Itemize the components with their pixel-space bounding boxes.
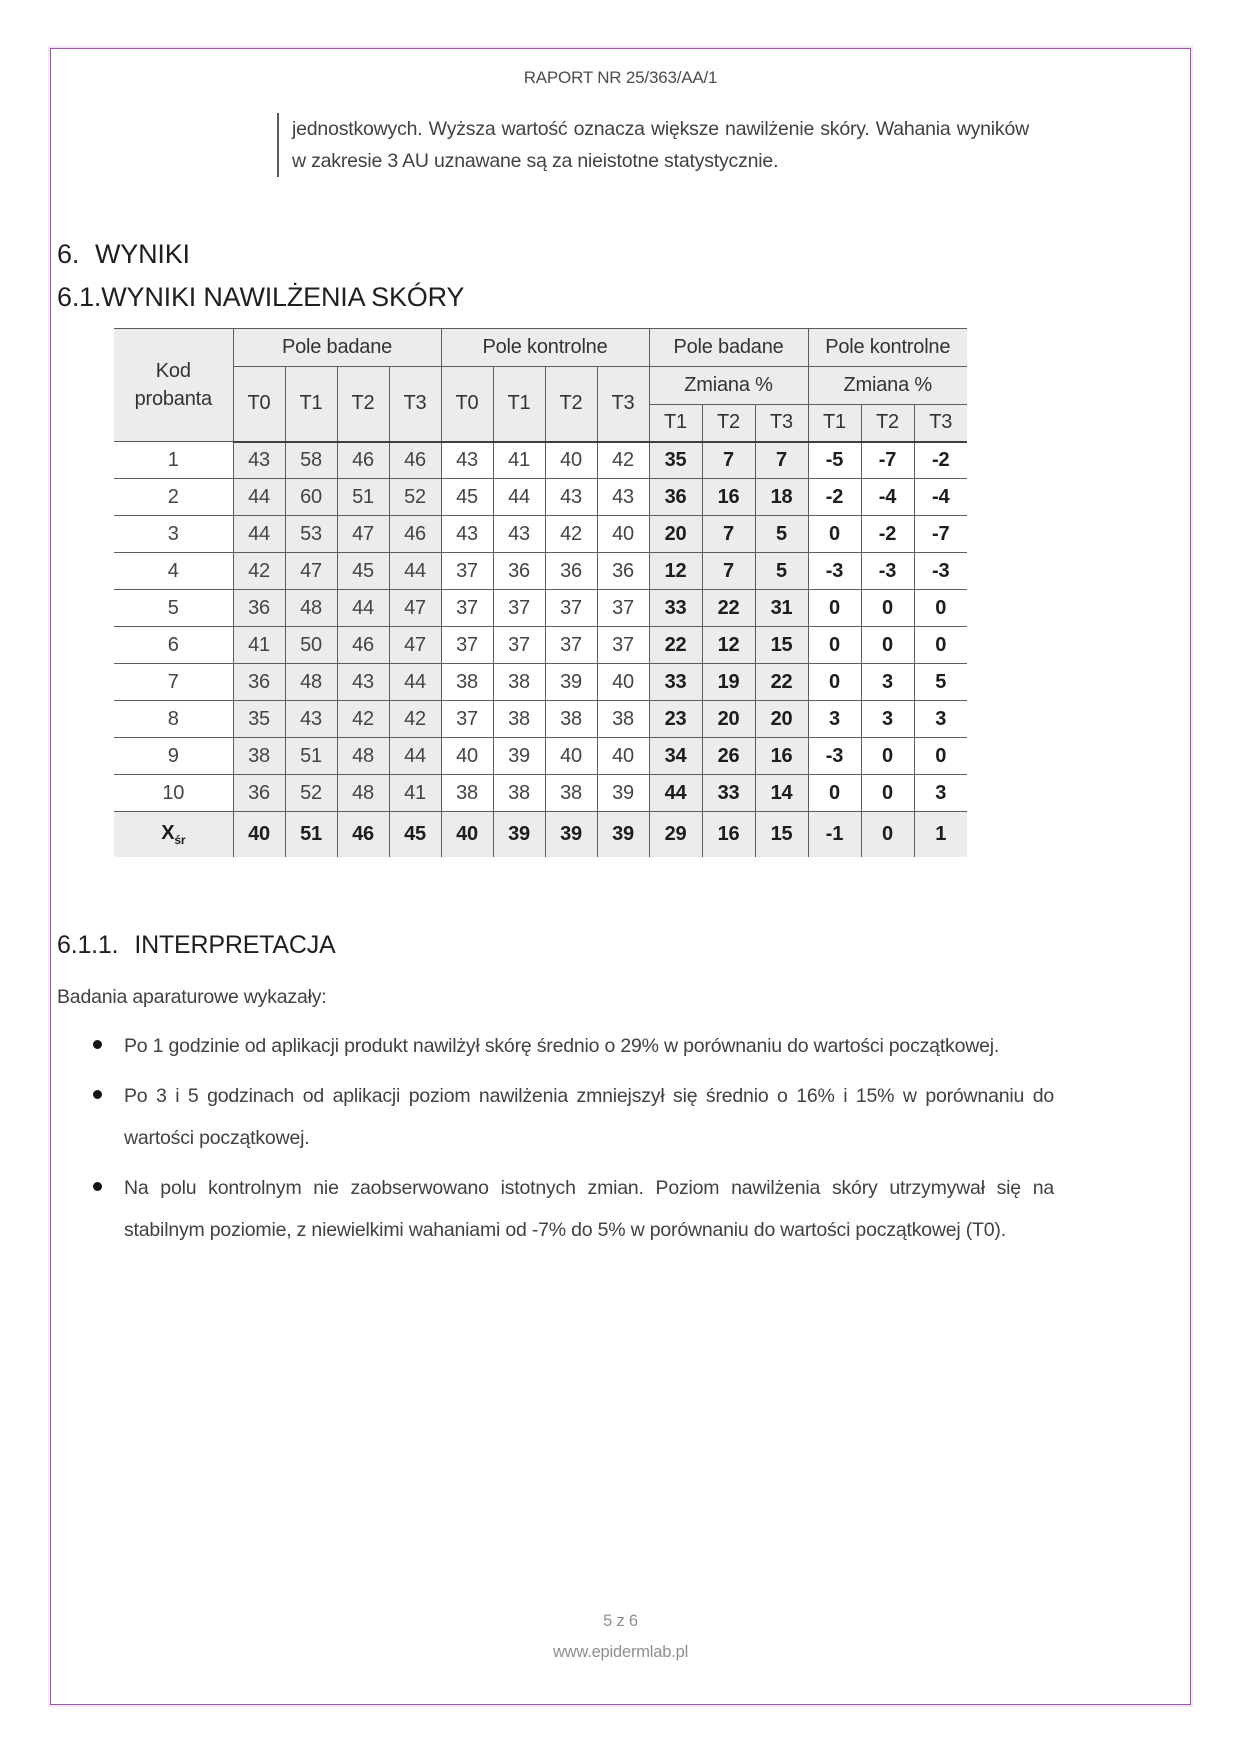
table-cell: 0 <box>914 590 967 627</box>
table-cell: 44 <box>649 775 702 812</box>
table-cell: 33 <box>649 590 702 627</box>
subsection-heading-nawilzenie <box>57 282 1190 313</box>
table-cell: 41 <box>233 627 285 664</box>
table-cell: 39 <box>545 664 597 701</box>
interpretation-title: INTERPRETACJA <box>134 930 336 959</box>
table-cell: 40 <box>233 812 285 857</box>
table-cell: 36 <box>649 479 702 516</box>
table-cell: -3 <box>808 738 861 775</box>
website-url: www.epidermlab.pl <box>552 1643 689 1661</box>
table-cell: 40 <box>545 442 597 479</box>
table-cell: 38 <box>493 775 545 812</box>
proband-code-cell: 10 <box>114 775 233 812</box>
table-cell: 44 <box>389 553 441 590</box>
table-cell: 48 <box>285 664 337 701</box>
table-cell: 22 <box>702 590 755 627</box>
table-cell: -1 <box>808 812 861 857</box>
table-cell: 48 <box>285 590 337 627</box>
table-cell: 45 <box>441 479 493 516</box>
bullet-icon <box>93 1182 102 1191</box>
table-cell: 38 <box>233 738 285 775</box>
table-cell: 16 <box>755 738 808 775</box>
table-cell: 36 <box>233 590 285 627</box>
table-cell: 47 <box>337 516 389 553</box>
interpretation-bullet-list <box>89 1025 1054 1251</box>
col-header-zmiana-t2: T2 <box>702 405 755 442</box>
table-cell: -3 <box>861 553 914 590</box>
table-cell: 7 <box>702 516 755 553</box>
table-cell: 29 <box>649 812 702 857</box>
results-table-wrapper <box>114 328 1190 857</box>
group-header-pole-kontrolne-zmiana: Pole kontrolne <box>808 329 967 367</box>
table-row <box>114 442 967 479</box>
table-cell: 0 <box>861 812 914 857</box>
table-cell: 46 <box>337 442 389 479</box>
proband-code-cell: 7 <box>114 664 233 701</box>
table-cell: 36 <box>597 553 649 590</box>
table-cell: 47 <box>389 627 441 664</box>
bullet-text: Po 1 godzinie od aplikacji produkt nawilżył skórę średnio o 29% w porównaniu do wartości początkowej. <box>124 1034 1000 1057</box>
table-cell: 44 <box>389 738 441 775</box>
table-cell: 37 <box>493 590 545 627</box>
table-cell: 43 <box>493 516 545 553</box>
table-cell: 38 <box>493 664 545 701</box>
table-cell: 39 <box>493 738 545 775</box>
table-cell: -7 <box>914 516 967 553</box>
table-row <box>114 590 967 627</box>
table-cell: 0 <box>861 590 914 627</box>
table-cell: 60 <box>285 479 337 516</box>
table-row-mean <box>114 812 967 857</box>
table-cell: 3 <box>914 775 967 812</box>
table-cell: 44 <box>337 590 389 627</box>
table-cell: 3 <box>861 664 914 701</box>
table-cell: 41 <box>389 775 441 812</box>
table-cell: 35 <box>233 701 285 738</box>
table-row <box>114 738 967 775</box>
table-cell: 37 <box>441 627 493 664</box>
table-row <box>114 701 967 738</box>
table-cell: 47 <box>285 553 337 590</box>
bullet-item <box>89 1167 1054 1251</box>
section-title: WYNIKI <box>95 239 190 269</box>
table-cell: 0 <box>808 627 861 664</box>
table-row <box>114 664 967 701</box>
table-cell: 48 <box>337 775 389 812</box>
table-cell: 38 <box>493 701 545 738</box>
table-cell: 39 <box>545 812 597 857</box>
table-cell: 48 <box>337 738 389 775</box>
table-cell: 39 <box>597 775 649 812</box>
col-header-t3: T3 <box>597 367 649 442</box>
table-cell: 26 <box>702 738 755 775</box>
subsection-title: WYNIKI NAWILŻENIA SKÓRY <box>101 282 465 312</box>
table-cell: 42 <box>233 553 285 590</box>
page-footer <box>51 1606 1190 1668</box>
table-cell: 37 <box>597 590 649 627</box>
section-heading-wyniki <box>57 239 1190 270</box>
table-cell: -3 <box>808 553 861 590</box>
table-cell: 33 <box>702 775 755 812</box>
table-cell: 37 <box>441 590 493 627</box>
table-cell: 19 <box>702 664 755 701</box>
table-cell: 51 <box>285 738 337 775</box>
table-cell: 40 <box>545 738 597 775</box>
proband-code-cell: 5 <box>114 590 233 627</box>
col-header-zmiana-t1: T1 <box>808 405 861 442</box>
table-cell: 0 <box>808 590 861 627</box>
table-cell: 23 <box>649 701 702 738</box>
col-header-kod: Kod probanta <box>114 329 233 442</box>
table-cell: -3 <box>914 553 967 590</box>
table-cell: 7 <box>755 442 808 479</box>
table-cell: -2 <box>808 479 861 516</box>
table-cell: -5 <box>808 442 861 479</box>
table-cell: 46 <box>389 516 441 553</box>
table-cell: 51 <box>337 479 389 516</box>
col-header-t2: T2 <box>337 367 389 442</box>
table-cell: 37 <box>441 553 493 590</box>
report-page <box>50 48 1191 1705</box>
table-cell: 42 <box>545 516 597 553</box>
table-cell: -2 <box>914 442 967 479</box>
table-cell: 51 <box>285 812 337 857</box>
table-cell: 0 <box>914 627 967 664</box>
table-cell: 42 <box>597 442 649 479</box>
table-row <box>114 553 967 590</box>
table-row <box>114 775 967 812</box>
table-cell: 43 <box>233 442 285 479</box>
table-cell: 46 <box>337 627 389 664</box>
table-cell: 38 <box>597 701 649 738</box>
table-cell: 3 <box>914 701 967 738</box>
col-header-t1: T1 <box>285 367 337 442</box>
table-cell: 44 <box>233 516 285 553</box>
col-header-zmiana-t2: T2 <box>861 405 914 442</box>
table-cell: 15 <box>755 627 808 664</box>
proband-code-cell: $X_{śr}$ <box>114 812 233 857</box>
table-cell: 0 <box>861 738 914 775</box>
table-cell: 31 <box>755 590 808 627</box>
col-header-t3: T3 <box>389 367 441 442</box>
table-cell: 40 <box>597 516 649 553</box>
table-cell: 5 <box>914 664 967 701</box>
interpretation-intro: Badania aparaturowe wykazały: <box>57 985 327 1008</box>
table-cell: 37 <box>545 627 597 664</box>
table-cell: 38 <box>545 701 597 738</box>
table-cell: 42 <box>389 701 441 738</box>
table-cell: 18 <box>755 479 808 516</box>
table-cell: 12 <box>702 627 755 664</box>
table-cell: 3 <box>808 701 861 738</box>
group-header-pole-kontrolne: Pole kontrolne <box>441 329 649 367</box>
table-cell: 20 <box>702 701 755 738</box>
table-cell: 0 <box>861 775 914 812</box>
table-cell: 0 <box>808 664 861 701</box>
bullet-icon <box>93 1090 102 1099</box>
col-header-zmiana-t3: T3 <box>914 405 967 442</box>
table-cell: 40 <box>597 738 649 775</box>
table-cell: 36 <box>493 553 545 590</box>
table-cell: 39 <box>493 812 545 857</box>
table-cell: 41 <box>493 442 545 479</box>
proband-code-cell: 8 <box>114 701 233 738</box>
table-cell: 12 <box>649 553 702 590</box>
table-cell: 40 <box>441 812 493 857</box>
table-cell: 47 <box>389 590 441 627</box>
table-cell: 39 <box>597 812 649 857</box>
table-cell: 43 <box>285 701 337 738</box>
table-cell: 52 <box>389 479 441 516</box>
table-row <box>114 516 967 553</box>
table-cell: 50 <box>285 627 337 664</box>
table-cell: 5 <box>755 516 808 553</box>
col-header-zmiana-t1: T1 <box>649 405 702 442</box>
bullet-item <box>89 1025 1054 1067</box>
table-cell: 46 <box>389 442 441 479</box>
col-header-t1: T1 <box>493 367 545 442</box>
table-row <box>114 479 967 516</box>
table-cell: -7 <box>861 442 914 479</box>
bullet-icon <box>93 1040 102 1049</box>
table-cell: 0 <box>914 738 967 775</box>
table-cell: 38 <box>441 664 493 701</box>
subgroup-header-zmiana: Zmiana % <box>808 367 967 405</box>
table-cell: 43 <box>597 479 649 516</box>
results-table-body <box>114 442 967 857</box>
table-cell: 45 <box>389 812 441 857</box>
results-table <box>114 328 967 857</box>
table-cell: 20 <box>755 701 808 738</box>
proband-code-cell: 4 <box>114 553 233 590</box>
table-cell: 0 <box>861 627 914 664</box>
table-cell: 37 <box>597 627 649 664</box>
table-cell: 0 <box>808 775 861 812</box>
table-cell: 14 <box>755 775 808 812</box>
table-cell: 43 <box>337 664 389 701</box>
table-cell: 7 <box>702 553 755 590</box>
table-cell: 1 <box>914 812 967 857</box>
table-cell: 38 <box>545 775 597 812</box>
col-header-t0: T0 <box>233 367 285 442</box>
table-cell: 44 <box>233 479 285 516</box>
proband-code-cell: 3 <box>114 516 233 553</box>
table-cell: 37 <box>441 701 493 738</box>
table-row <box>114 627 967 664</box>
table-cell: 44 <box>389 664 441 701</box>
table-cell: 44 <box>493 479 545 516</box>
col-header-zmiana-t3: T3 <box>755 405 808 442</box>
table-cell: 43 <box>441 442 493 479</box>
table-cell: 43 <box>441 516 493 553</box>
subgroup-header-zmiana: Zmiana % <box>649 367 808 405</box>
table-cell: 5 <box>755 553 808 590</box>
table-cell: 34 <box>649 738 702 775</box>
table-cell: -4 <box>914 479 967 516</box>
table-cell: 33 <box>649 664 702 701</box>
table-cell: 7 <box>702 442 755 479</box>
table-cell: 37 <box>545 590 597 627</box>
interpretation-heading <box>57 931 1190 960</box>
table-cell: 42 <box>337 701 389 738</box>
table-cell: 22 <box>649 627 702 664</box>
report-number: RAPORT NR 25/363/AA/1 <box>523 68 718 87</box>
table-cell: 58 <box>285 442 337 479</box>
proband-code-cell: 2 <box>114 479 233 516</box>
table-cell: 40 <box>441 738 493 775</box>
table-cell: 35 <box>649 442 702 479</box>
table-cell: 40 <box>597 664 649 701</box>
page-number: 5 z 6 <box>603 1612 638 1630</box>
intro-paragraph: jednostkowych. Wyższa wartość oznacza większe nawilżenie skóry. Wahania wyników w zakresie 3 AU uznawane są za nieistotne statystycznie. <box>277 113 1029 177</box>
proband-code-cell: 9 <box>114 738 233 775</box>
table-cell: -4 <box>861 479 914 516</box>
table-cell: 36 <box>545 553 597 590</box>
table-cell: 37 <box>493 627 545 664</box>
proband-code-cell: 1 <box>114 442 233 479</box>
table-cell: 0 <box>808 516 861 553</box>
col-header-t0: T0 <box>441 367 493 442</box>
section-number: 6. <box>57 239 80 269</box>
table-cell: 46 <box>337 812 389 857</box>
table-cell: 3 <box>861 701 914 738</box>
subsection-number: 6.1. <box>57 282 102 312</box>
table-cell: 53 <box>285 516 337 553</box>
table-cell: 43 <box>545 479 597 516</box>
table-cell: 36 <box>233 775 285 812</box>
table-cell: 16 <box>702 479 755 516</box>
group-header-pole-badane-zmiana: Pole badane <box>649 329 808 367</box>
col-header-t2: T2 <box>545 367 597 442</box>
interpretation-number: 6.1.1. <box>57 930 119 959</box>
table-cell: 22 <box>755 664 808 701</box>
table-cell: 36 <box>233 664 285 701</box>
bullet-item <box>89 1075 1054 1159</box>
table-cell: -2 <box>861 516 914 553</box>
table-cell: 15 <box>755 812 808 857</box>
bullet-text: Po 3 i 5 godzinach od aplikacji poziom nawilżenia zmniejszył się średnio o 16% i 15% w porównaniu do wartości początkowej. <box>124 1084 1054 1149</box>
proband-code-cell: 6 <box>114 627 233 664</box>
table-cell: 52 <box>285 775 337 812</box>
bullet-text: Na polu kontrolnym nie zaobserwowano istotnych zmian. Poziom nawilżenia skóry utrzymywał się na stabilnym poziomie, z niewielkimi wahaniami od -7% do 5% w porównaniu do wartości początkowej (T0). <box>124 1176 1054 1241</box>
table-cell: 16 <box>702 812 755 857</box>
table-cell: 20 <box>649 516 702 553</box>
table-cell: 38 <box>441 775 493 812</box>
table-cell: 45 <box>337 553 389 590</box>
group-header-pole-badane: Pole badane <box>233 329 441 367</box>
